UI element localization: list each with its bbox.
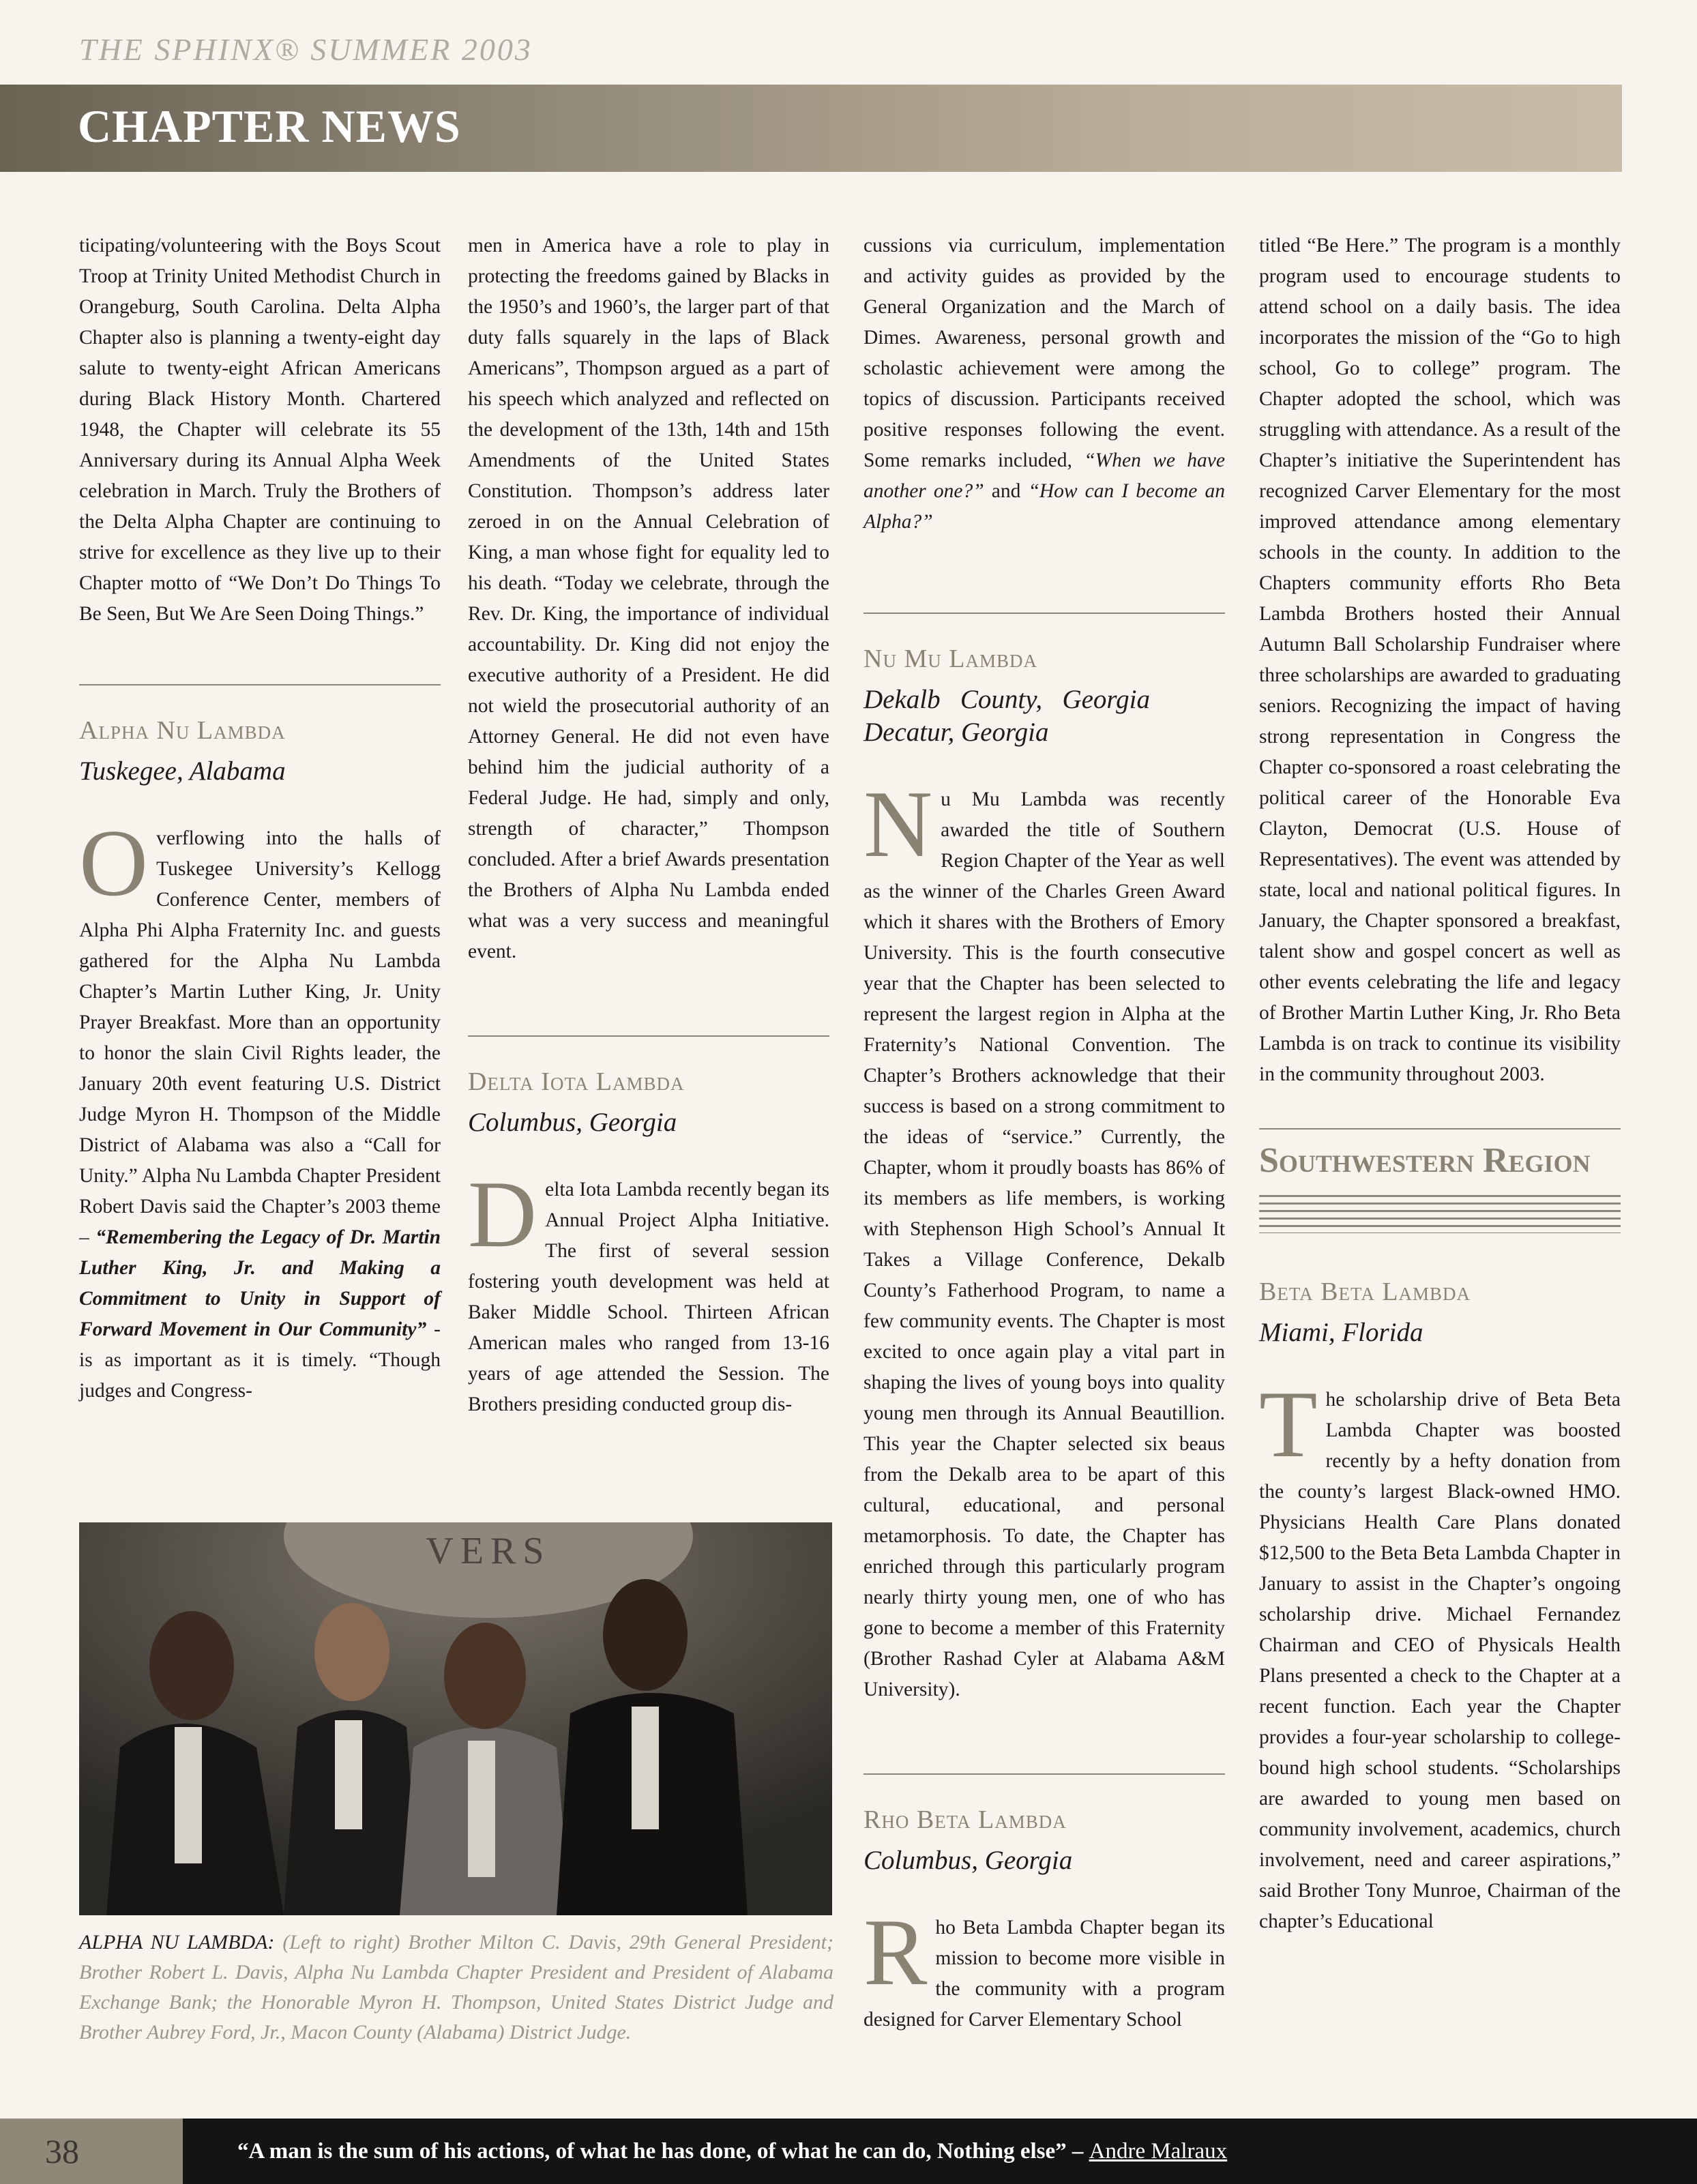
divider: [468, 1035, 829, 1037]
divider: [864, 1773, 1225, 1775]
footer-quote: “A man is the sum of his actions, of what he has done, of what he can do, Nothing else” – Andre Malraux: [237, 2139, 1228, 2164]
chapter-name: Alpha Nu Lambda: [79, 716, 286, 745]
section-banner: [0, 85, 1622, 172]
article-body: cussions via curriculum, implementation and activity guides as provided by the General Organization and the March of Dimes. Awareness, personal growth and scholastic achievement were among the topics of discussion. Participants received positive responses following the event. Some remarks included, “When we have another one?” and “How can I become an Alpha?”: [864, 235, 1225, 533]
column-3: [864, 231, 1225, 2035]
section-title: CHAPTER NEWS: [78, 100, 461, 152]
group-photo: [79, 1522, 832, 1915]
photo-illustration: [79, 1522, 832, 1915]
running-head: THE SPHINX® SUMMER 2003: [79, 32, 533, 67]
remark: “When we have another one?”: [864, 449, 1225, 502]
column-1: [79, 231, 441, 1406]
page-number: 38: [0, 2119, 183, 2184]
caption-lead: ALPHA NU LAMBDA:: [79, 1931, 275, 1953]
chapter-location: Tuskegee, Alabama: [79, 756, 286, 786]
footer-band: [0, 2119, 1697, 2184]
chapter-location: Columbus, Georgia: [864, 1846, 1073, 1875]
photo-caption: ALPHA NU LAMBDA: (Left to right) Brother Milton C. Davis, 29th General President; Brother Robert L. Davis, Alpha Nu Lambda Chapter President and President of Alabama Exchange Bank; the Honorable Myron H. Thompson, United States District Judge and Brother Aubrey Ford, Jr., Macon County (Alabama) District Judge.: [79, 1931, 834, 2043]
divider: [864, 613, 1225, 614]
article-body: men in America have a role to play in protecting the freedoms gained by Blacks in the 1950’s and 1960’s, the larger part of that duty falls squarely in the laps of Black Americans”, Thompson argued as a part of his speech which analyzed and reflected on the development of the 13th, 14th and 15th Amendments of the United States Constitution. Thompson’s address later zeroed in on the Annual Celebration of King, a man whose fight for equality led to his death. “Today we celebrate, through the Rev. Dr. King, the importance of individual accountability. Dr. King did not enjoy the executive authority of a President. He did not wield the prosecutorial authority of an Attorney General. He did not even have behind him the judicial authority of a Federal Judge. He had, simply and only, strength of character,” Thompson concluded. After a brief Awards presentation the Brothers of Alpha Nu Lambda ended what was a very success and meaningful event.: [468, 235, 829, 962]
drop-cap: T: [1259, 1372, 1318, 1477]
chapter-name: Rho Beta Lambda: [864, 1805, 1067, 1834]
drop-cap: D: [468, 1162, 537, 1267]
seal-text: VERS: [426, 1530, 551, 1572]
chapter-name: Nu Mu Lambda: [864, 645, 1037, 673]
chapter-name: Delta Iota Lambda: [468, 1067, 685, 1096]
chapter-theme: “Remembering the Legacy of Dr. Martin Luther King, Jr. and Making a Commitment to Unity in Support of Forward Movement in Our Community”: [79, 1226, 441, 1340]
region-title: Southwestern Region: [1259, 1128, 1621, 1181]
region-header: [1259, 1128, 1621, 1233]
article-body: Overflowing into the halls of Tuskegee University’s Kellogg Conference Center, members of Alpha Phi Alpha Fraternity Inc. and guests gathered for the Alpha Nu Lambda Chapter’s Martin Luther King, Jr. Unity Prayer Breakfast. More than an opportunity to honor the slain Civil Rights leader, the January 20th event featuring U.S. District Judge Myron H. Thompson of the Middle District of Alabama was also a “Call for Unity.” Alpha Nu Lambda Chapter President Robert Davis said the Chapter’s 2003 theme – “Remembering the Legacy of Dr. Martin Luther King, Jr. and Making a Commitment to Unity in Support of Forward Movement in Our Community” - is as important as it is timely. “Though judges and Congress-: [79, 810, 441, 1402]
article-body: Delta Iota Lambda recently began its Annual Project Alpha Initiative. The first of several session fostering youth development was held at Baker Middle School. Thirteen African American males who ranged from 13-16 years of age attended the Session. The Brothers presiding conducted group dis-: [468, 1162, 829, 1415]
column-4: [1259, 231, 1621, 1937]
drop-cap: N: [864, 771, 933, 877]
article-body: titled “Be Here.” The program is a monthly program used to encourage students to attend school on a daily basis. The idea incorporates the mission of the “Go to high school, Go to college” program. The Chapter adopted the school, which was struggling with attendance. As a result of the Chapter’s initiative the Superintendent has recognized Carver Elementary for the most improved attendance among elementary schools in the county. In addition to the Chapters community efforts Rho Beta Lambda Brothers hosted their Annual Autumn Ball Scholarship Fundraiser where three scholarships are awarded to graduating seniors. Recognizing the impact of having strong representation in Congress the Chapter co-sponsored a roast celebrating the political career of the Honorable Eva Clayton, Democrat (U.S. House of Representatives). The event was attended by state, local and national political figures. In January, the Chapter sponsored a breakfast, talent show and gospel concert as well as other events celebrating the life and legacy of Brother Martin Luther King, Jr. Rho Beta Lambda is on track to continue its visibility in the community throughout 2003.: [1259, 235, 1621, 1085]
article-body: Rho Beta Lambda Chapter began its mission to become more visible in the community with a program designed for Carver Elementary School: [864, 1900, 1225, 2031]
chapter-location: Miami, Florida: [1259, 1318, 1423, 1347]
chapter-location: Columbus, Georgia: [468, 1108, 677, 1137]
region-rule: [1259, 1195, 1621, 1233]
quote-author: Andre Malraux: [1089, 2139, 1228, 2164]
continued-article: ticipating/volunteering with the Boys Scout Troop at Trinity United Methodist Church in Orangeburg, South Carolina. Delta Alpha Chapter also is planning a twenty-eight day salute to twenty-eight African Americans during Black History Month. Chartered 1948, the Chapter will celebrate its 55 Anniversary during its Annual Alpha Week celebration in March. Truly the Brothers of the Delta Alpha Chapter are continuing to strive for excellence as they live up to their Chapter motto of “We Don’t Do Things To Be Seen, But We Are Seen Doing Things.”: [79, 235, 441, 625]
drop-cap: R: [864, 1900, 928, 2005]
divider: [79, 684, 441, 685]
article-body: The scholarship drive of Beta Beta Lambda Chapter was boosted recently by a hefty donation from the county’s largest Black-owned HMO. Physicians Health Care Plans donated $12,500 to the Beta Beta Lambda Chapter in January to assist in the Chapter’s ongoing scholarship drive. Michael Fernandez Chairman and CEO of Physicals Health Plans presented a check to the Chapter at a recent function. Each year the Chapter provides a four-year scholarship to college-bound high school students. “Scholarships are awarded to young men based on community involvement, academics, church involvement, need and career aspirations,” said Brother Tony Munroe, Chairman of the chapter’s Educational: [1259, 1372, 1621, 1932]
chapter-name: Beta Beta Lambda: [1259, 1278, 1471, 1306]
column-2: [468, 231, 829, 1420]
chapter-location: Dekalb County, Georgia Decatur, Georgia: [864, 685, 1150, 747]
drop-cap: O: [79, 810, 149, 916]
article-body: Nu Mu Lambda was recently awarded the title of Southern Region Chapter of the Year as well as the winner of the Charles Green Award which it shares with the Brothers of Emory University. This is the fourth consecutive year that the Chapter has been selected to represent the largest region in Alpha at the Fraternity’s National Convention. The Chapter’s Brothers acknowledge that their success is based on a strong commitment to the ideas of “service.” Currently, the Chapter, whom it proudly boasts has 86% of its members as life members, is working with Stephenson High School’s Annual It Takes a Village Conference, Dekalb County’s Fatherhood Program, to name a few community events. The Chapter is most excited to once again play a vital part in shaping the lives of young boys into quality young men through its Annual Beautillion. This year the Chapter selected six beaus from the Dekalb area to be apart of this cultural, educational, and personal metamorphosis. To date, the Chapter has enriched through this particularly program nearly thirty young men, one of who has gone to become a member of this Fraternity (Brother Rashad Cyler at Alabama A&M University).: [864, 771, 1225, 1700]
remark: “How can I become an Alpha?”: [864, 480, 1225, 533]
